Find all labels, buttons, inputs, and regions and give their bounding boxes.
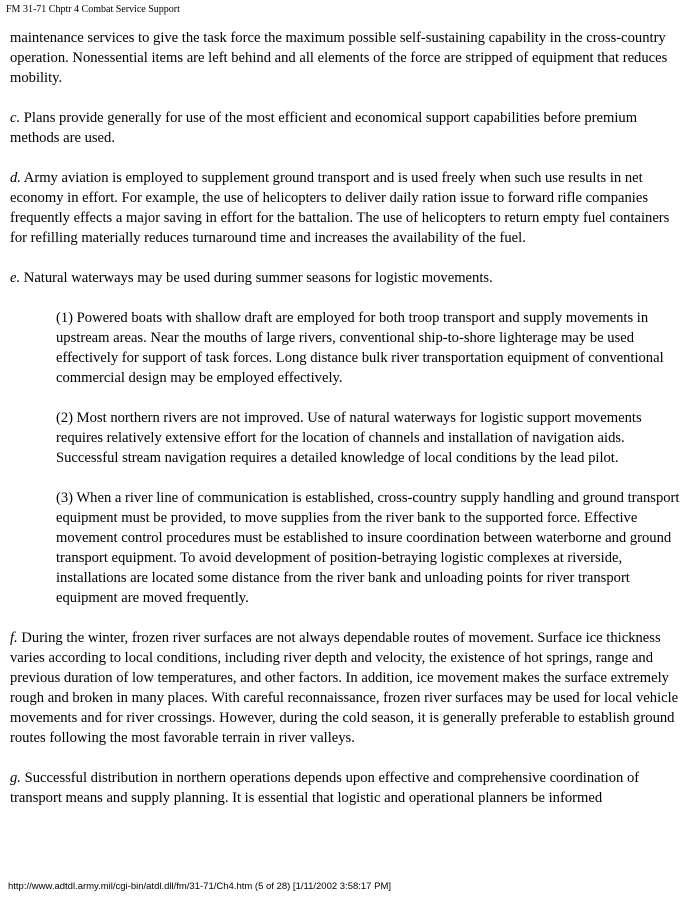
paragraph-text: Successful distribution in northern operations depends upon effective and comprehensive coordination of transport means and supply planning. It is essential that logistic and operational planners be informed — [10, 770, 640, 806]
paragraph-label: f. — [10, 630, 18, 646]
subparagraph-e2 — [56, 408, 685, 468]
subparagraph-e1 — [56, 308, 685, 388]
paragraph-text: (2) Most northern rivers are not improved. Use of natural waterways for logistic support movements requires relatively extensive effort for the location of channels and installation of navigation aids. Successful stream navigation requires a detailed knowledge of local conditions by the lead pilot. — [56, 410, 642, 466]
paragraph-label: e. — [10, 270, 21, 286]
paragraph-f — [10, 628, 685, 748]
paragraph-text: (3) When a river line of communication is established, cross-country supply handling and ground transport equipment must be provided, to move supplies from the river bank to the supported force. Effective movement control procedures must be established to insure coordination between waterborne and ground transport equipment. To avoid development of position-betraying logistic complexes at riverside, installations are located some distance from the river bank and unloading points for river transport equipment are moved frequently. — [56, 490, 680, 606]
paragraph-label: d. — [10, 170, 21, 186]
paragraph-text: Natural waterways may be used during summer seasons for logistic movements. — [20, 270, 493, 286]
paragraph-text: Army aviation is employed to supplement ground transport and is used freely when such use results in net economy in effort. For example, the use of helicopters to deliver daily ration issue to forward rifle companies frequently effects a major saving in effort for the battalion. The use of helicopters to return empty fuel containers for refilling materially reduces turnaround time and increases the availability of the fuel. — [10, 170, 670, 246]
paragraph-text: (1) Powered boats with shallow draft are employed for both troop transport and supply movements in upstream areas. Near the mouths of large rivers, conventional ship-to-shore lighterage may be used effectively for support of task forces. Long distance bulk river transportation equipment of conventional commercial design may be employed effectively. — [56, 310, 664, 386]
document-header: FM 31-71 Chptr 4 Combat Service Support — [6, 4, 180, 15]
paragraph-continuation — [10, 28, 685, 88]
document-body — [10, 28, 685, 828]
paragraph-c — [10, 108, 685, 148]
paragraph-label: c. — [10, 110, 21, 126]
paragraph-label: g. — [10, 770, 21, 786]
paragraph-text: During the winter, frozen river surfaces are not always dependable routes of movement. Surface ice thickness varies according to local conditions, including river depth and velocity, the existence of hot springs, range and previous duration of low temperatures, and other factors. In addition, ice movement makes the surface extremely rough and broken in many places. With careful reconnaissance, frozen river surfaces may be used for local vehicle movements and for river crossings. However, during the cold season, it is generally preferable to establish ground routes following the most favorable terrain in river valleys. — [10, 630, 679, 746]
page-footer-url: http://www.adtdl.army.mil/cgi-bin/atdl.dll/fm/31-71/Ch4.htm (5 of 28) [1/11/2002 3:58:17 PM] — [8, 881, 391, 892]
paragraph-text: Plans provide generally for use of the most efficient and economical support capabilities before premium methods are used. — [10, 110, 638, 146]
paragraph-d — [10, 168, 685, 248]
subparagraph-e3 — [56, 488, 685, 608]
paragraph-text: maintenance services to give the task force the maximum possible self-sustaining capability in the cross-country operation. Nonessential items are left behind and all elements of the force are stripped of equipment that reduces mobility. — [10, 30, 668, 86]
paragraph-e — [10, 268, 685, 288]
paragraph-g — [10, 768, 685, 808]
